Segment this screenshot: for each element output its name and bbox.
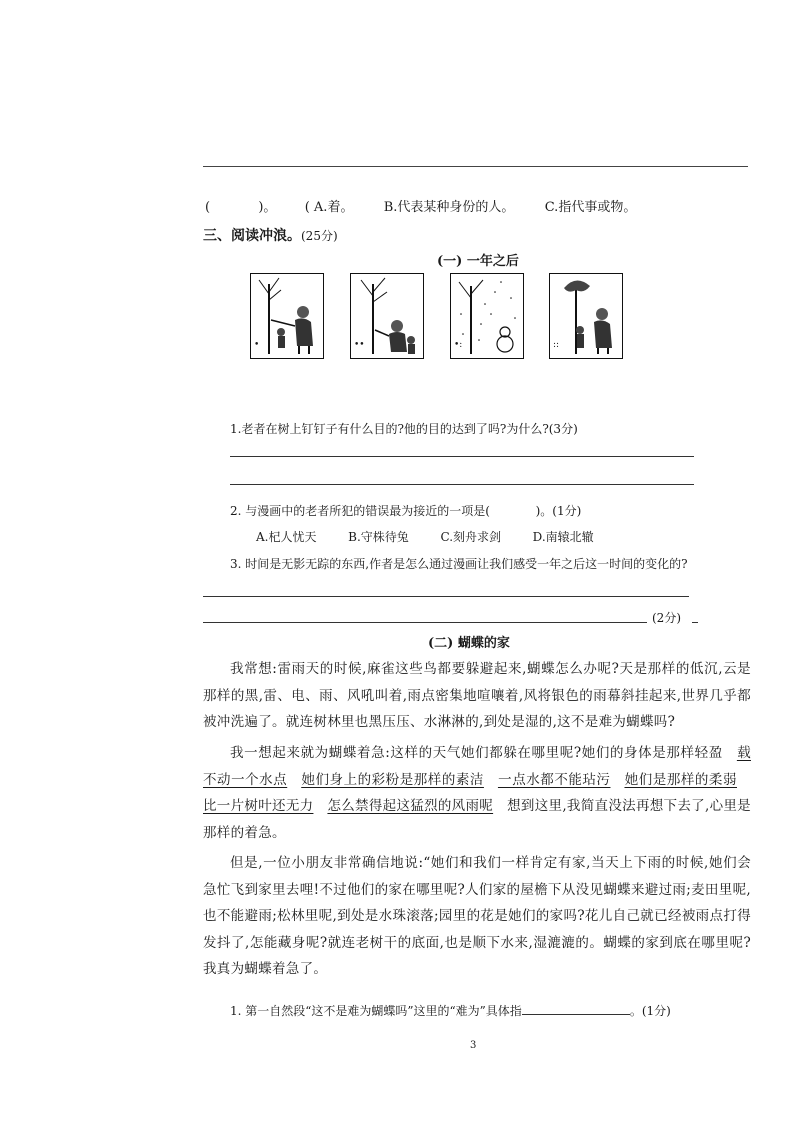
paragraph-3-text: 但是,一位小朋友非常确信地说:“她们和我们一样肯定有家,当天上下雨的时候,她们会急忙飞到家里去哩!不过他们的家在哪里呢?人们家的屋檐下从没见蝴蝶来避过雨;麦田里呢,也不能避雨;松林里呢,到处是水珠滚落;园里的花是她们的家吗?花儿自己就已经被雨点打得发抖了,怎能藏身呢?就连老树干的底面,也是顺下水来,湿漉漉的。蝴蝶的家到底在哪里呢?我真为蝴蝶着急了。 (203, 855, 751, 977)
section-heading (203, 225, 338, 245)
section-score: (25分) (301, 229, 338, 243)
old-man-beside-grown-tree-illustration (550, 274, 621, 357)
comic-panel-4 (549, 273, 623, 359)
question-3-score: (2分) (652, 611, 681, 625)
panel-dots-2: •• (354, 340, 365, 350)
answer-line[interactable] (230, 456, 694, 457)
option-b: B.代表某种身份的人。 (383, 200, 515, 215)
page-number: 3 (470, 1040, 477, 1051)
score-tail-line (692, 622, 698, 623)
paragraph-1-text: 我常想:雷雨天的时候,麻雀这些鸟都要躲避起来,蝴蝶怎么办呢?天是那样的低沉,云是那样的黑,雷、电、雨、风吼叫着,雨点密集地喧嚷着,风将银色的雨幕斜挂起来,世界几乎都被冲洗遍了。就连树林里也黑压压、水淋淋的,到处是湿的,这不是难为蝴蝶吗? (203, 661, 751, 730)
part2-question-1 (230, 1000, 671, 1019)
underlined-phrase-1: 载不动一个水点 (203, 745, 751, 788)
comic-panel-3 (450, 273, 524, 359)
question-2-suffix: )。(1分) (535, 504, 582, 518)
part1-question-2 (230, 502, 581, 519)
underlined-phrase-6: 怎么禁得起这猛烈的风雨呢 (327, 798, 494, 814)
option-a: ( A.着。 (304, 200, 354, 215)
panel-dots-3: •: (454, 340, 463, 350)
underlined-phrase-2: 她们身上的彩粉是那样的素洁 (301, 771, 484, 788)
part2-question-1-prefix: 1. 第一自然段“这不是难为蝴蝶吗”这里的“难为”具体指 (230, 1004, 522, 1018)
previous-question-options (205, 196, 636, 215)
underlined-phrase-5: 比一片树叶还无力 (203, 798, 314, 814)
part1-title: (一) 一年之后 (437, 254, 519, 269)
answer-line[interactable] (230, 484, 694, 485)
question-2-prefix: 2. 与漫画中的老者所犯的错误最为接近的一项是( (230, 504, 490, 518)
answer-paren-close: )。 (258, 200, 277, 215)
q2-option-b: B.守株待兔 (348, 530, 409, 544)
part1-question-1: 1.老者在树上钉钉子有什么目的?他的目的达到了吗?为什么?(3分) (230, 422, 578, 436)
section-title: 三、阅读冲浪。 (203, 228, 301, 244)
answer-line[interactable] (203, 596, 689, 597)
header-rule (203, 166, 748, 167)
q2-option-a: A.杞人忧天 (256, 530, 317, 544)
passage-paragraph-1 (203, 656, 751, 736)
comic-panel-1 (250, 273, 324, 359)
fill-in-blank[interactable] (522, 1000, 630, 1015)
passage-paragraph-2 (203, 740, 751, 846)
comic-panel-2 (350, 273, 424, 359)
q2-option-c: C.刻舟求剑 (440, 530, 502, 544)
answer-paren-open: ( (205, 200, 211, 215)
passage-paragraph-3 (203, 850, 751, 983)
part2-title: (二) 蝴蝶的家 (428, 636, 510, 651)
option-c: C.指代事或物。 (544, 200, 637, 215)
panel-dots-1: • (254, 340, 260, 350)
q2-option-d: D.南辕北辙 (532, 530, 594, 544)
paragraph-2-end: 想到这里,我简直没法再想下去了,心里是那样的着急。 (203, 798, 751, 841)
part1-question-3: 3. 时间是无影无踪的东西,作者是怎么通过漫画让我们感受一年之后这一时间的变化的? (230, 557, 688, 571)
paragraph-2-start: 我一想起来就为蝴蝶着急:这样的天气她们都躲在哪里呢?她们的身体是那样轻盈 (230, 745, 723, 761)
part2-question-1-suffix: 。(1分) (629, 1004, 671, 1018)
answer-line[interactable] (203, 622, 647, 623)
underlined-phrase-3: 一点水都不能玷污 (497, 771, 611, 788)
underlined-phrase-4: 她们是那样的柔弱 (624, 771, 737, 788)
old-man-nailing-tree-illustration (251, 274, 322, 357)
panel-dots-4: :: (553, 340, 560, 350)
question-2-options (256, 528, 594, 545)
